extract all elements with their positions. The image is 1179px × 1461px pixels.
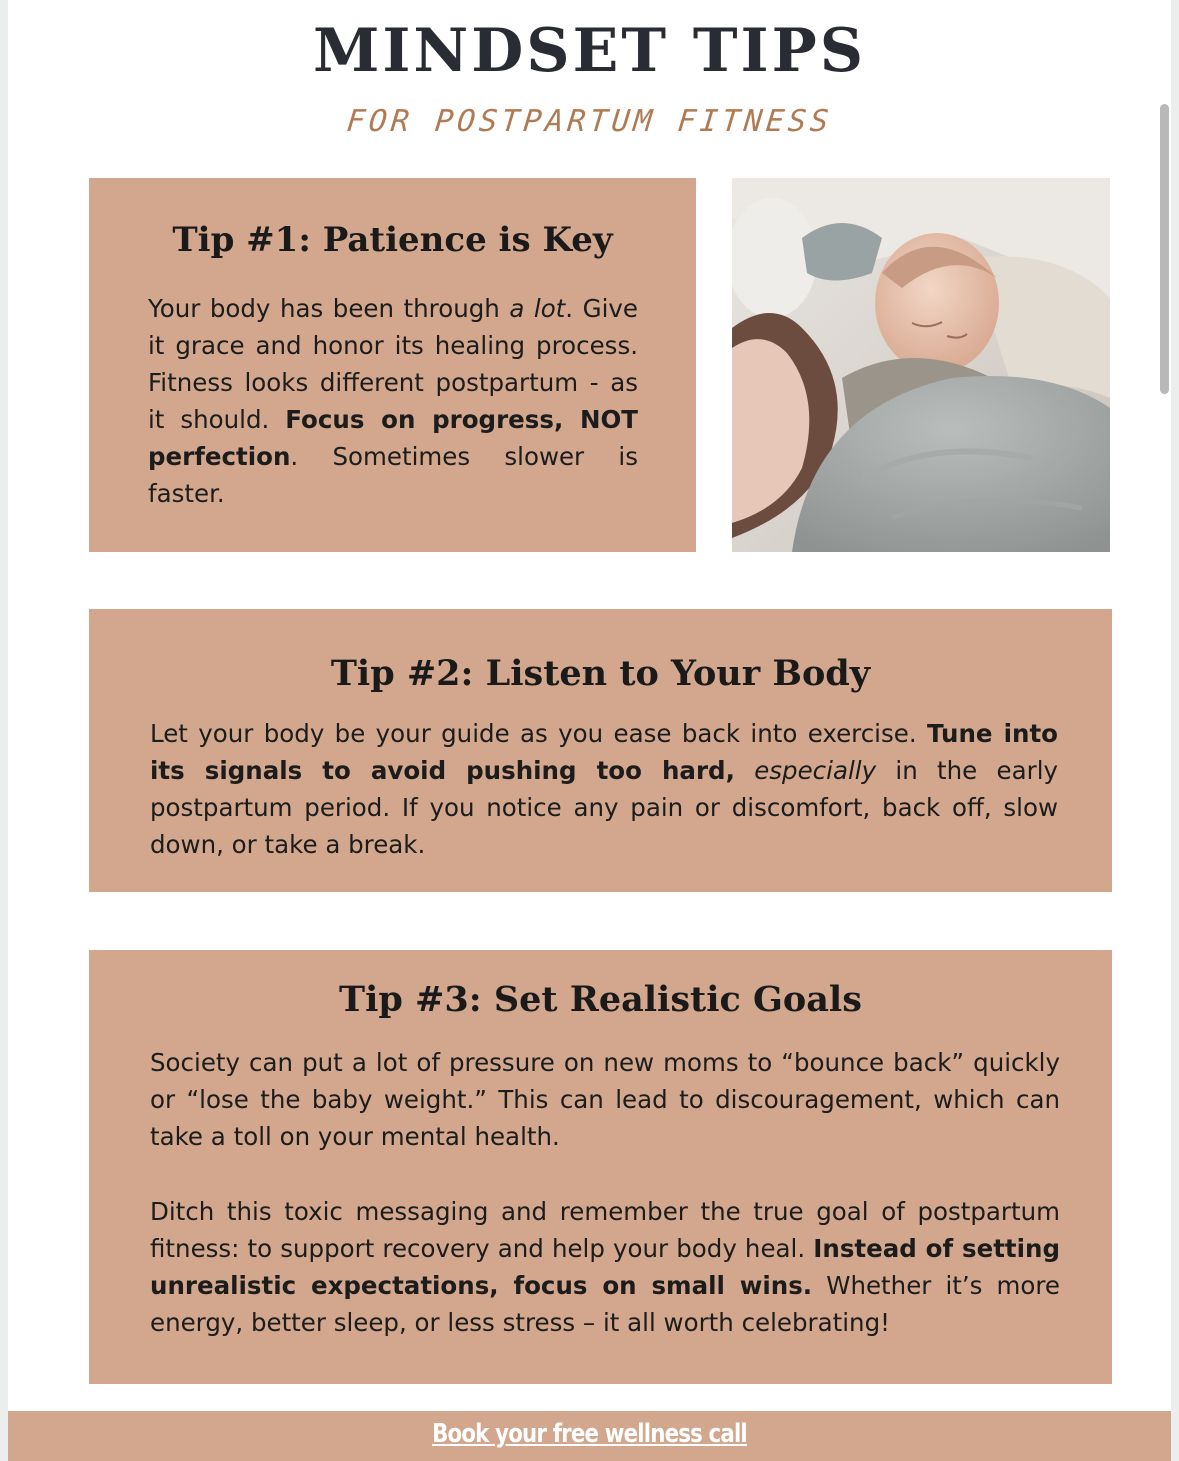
tip-3-text-b: Whether it’s more energy, better sleep, or less stress – it all worth celebrating! <box>150 1271 1060 1337</box>
tip-1-text-bold: Focus on progress, NOT perfection <box>148 405 638 471</box>
tip-1-card <box>89 178 696 552</box>
book-wellness-call-link[interactable]: Book your free wellness call <box>432 1419 747 1449</box>
tip-2-heading: Tip #2: Listen to Your Body <box>330 653 871 694</box>
scrollbar[interactable] <box>1160 104 1169 394</box>
tip-1-text-b: . Give it grace and honor its healing process. Fitness looks different postpartum - as it should. <box>148 294 638 434</box>
tip-3-text-a: Ditch this toxic messaging and remember the true goal of postpartum fitness: to support recovery and help your body heal. <box>150 1197 1060 1263</box>
tip-1-text <box>148 290 638 512</box>
tip-3-heading: Tip #3: Set Realistic Goals <box>339 979 862 1020</box>
mother-nursing-baby-photo <box>732 178 1110 552</box>
tip-3-card <box>89 950 1112 1384</box>
footer-cta-bar <box>8 1411 1171 1461</box>
tip-3-paragraph-2 <box>150 1193 1060 1341</box>
tip-2-card <box>89 609 1112 892</box>
tip-2-text <box>150 715 1058 863</box>
page-subtitle: FOR POSTPARTUM FITNESS <box>345 104 835 139</box>
tip-1-text-a: Your body has been through <box>148 294 510 323</box>
tip-2-text-em: especially <box>754 756 877 785</box>
page-title: MINDSET TIPS <box>312 16 867 86</box>
photo-illustration <box>732 178 1110 552</box>
tip-2-text-a: Let your body be your guide as you ease back into exercise. <box>150 719 927 748</box>
tip-2-text-bold: Tune into its signals to avoid pushing too hard, <box>150 719 1058 785</box>
tip-1-heading: Tip #1: Patience is Key <box>172 220 613 260</box>
tip-1-text-em: a lot <box>509 294 566 323</box>
tip-2-text-b: in the early postpartum period. If you notice any pain or discomfort, back off, slow down, or take a break. <box>150 756 1059 859</box>
tip-3-paragraph-1: Society can put a lot of pressure on new moms to “bounce back” quickly or “lose the baby weight.” This can lead to discouragement, which can take a toll on your mental health. <box>150 1048 1060 1151</box>
tip-3-text-bold: Instead of setting unrealistic expectations, focus on small wins. <box>150 1234 1061 1300</box>
tip-1-text-c: . Sometimes slower is faster. <box>148 442 638 508</box>
